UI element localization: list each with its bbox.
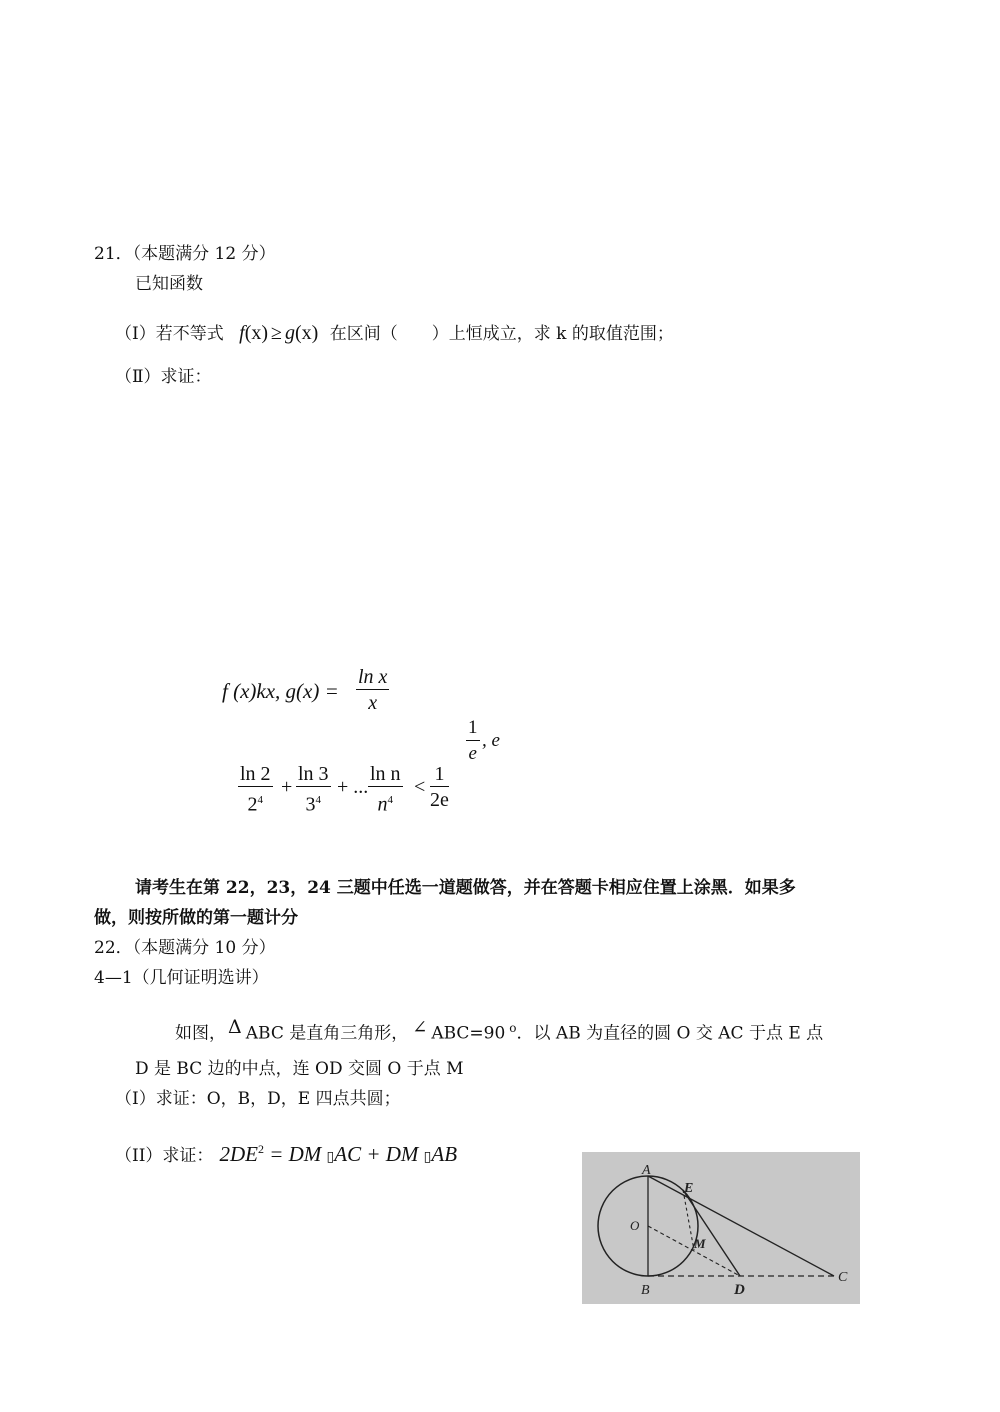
q21-interval-fraction bbox=[466, 716, 480, 767]
q21-formula-f: f (x)kx, g(x) = bbox=[222, 679, 339, 703]
q22-part2 bbox=[115, 1138, 457, 1169]
q21-ineq-t2-exp: 4 bbox=[315, 794, 322, 806]
q21-formula-den: x bbox=[368, 692, 378, 714]
q22-formula-d: AB bbox=[431, 1142, 458, 1166]
q21-ineq-rhs-den: 2e bbox=[430, 789, 449, 811]
hypotenuse-ac bbox=[648, 1176, 834, 1276]
q21-ineq-t3-exp: 4 bbox=[387, 794, 394, 806]
q21-ineq-t1-exp: 4 bbox=[257, 794, 264, 806]
q21-part1-inequality bbox=[239, 322, 318, 344]
q21-part1-x2: (x) bbox=[295, 322, 319, 344]
label-d: D bbox=[734, 1282, 745, 1298]
q21-interval-num: 1 bbox=[466, 716, 480, 741]
q21-part1-prefix: （I）若不等式 bbox=[115, 324, 224, 344]
label-b: B bbox=[641, 1283, 650, 1298]
q21-ineq-term2 bbox=[296, 762, 331, 818]
q22-header: 22．（本题满分 10 分） bbox=[94, 938, 276, 958]
q21-header: 21．（本题满分 12 分） bbox=[94, 244, 276, 264]
q21-ineq-lt: < bbox=[414, 776, 426, 798]
q22-subtitle: 4—1（几何证明选讲） bbox=[94, 968, 269, 988]
segment-ed bbox=[683, 1190, 740, 1276]
q21-ineq-dots: + ... bbox=[337, 776, 369, 798]
geometry-svg bbox=[582, 1152, 860, 1304]
instructions-line2: 做，则按所做的第一题计分 bbox=[94, 908, 298, 928]
q22-part2-prefix: （II）求证： bbox=[115, 1146, 214, 1166]
q21-ineq-term1 bbox=[238, 762, 273, 818]
q22-desc-c: ABC=90 bbox=[431, 1023, 506, 1044]
q21-part1 bbox=[115, 322, 674, 345]
q22-desc2: D 是 BC 边的中点，连 OD 交圆 O 于点 M bbox=[135, 1059, 464, 1079]
q21-part1-g: g bbox=[285, 322, 295, 344]
q21-part1-x1: (x) bbox=[244, 322, 269, 344]
q21-ineq-t2-den: 3 bbox=[305, 793, 316, 816]
q22-formula-a: 2DE bbox=[219, 1142, 258, 1166]
q22-formula-exp: 2 bbox=[257, 1142, 264, 1156]
instructions-line1: 请考生在第 22，23，24 三题中任选一道题做答，并在答题卡相应住置上涂黑．如果多 bbox=[135, 878, 796, 898]
label-e: E bbox=[684, 1181, 694, 1196]
q21-ineq-term3 bbox=[368, 762, 403, 818]
q21-ineq-plus: + bbox=[281, 776, 293, 798]
label-a: A bbox=[642, 1163, 651, 1178]
q22-desc-d: ．以 AB 为直径的圆 O 交 AC 于点 E 点 bbox=[516, 1023, 824, 1044]
q22-formula-c: AC + DM bbox=[334, 1142, 424, 1166]
q21-ineq-t1-den: 2 bbox=[247, 793, 258, 816]
delta-symbol: Δ bbox=[228, 1015, 242, 1038]
q21-ineq-t1-num: ln 2 bbox=[240, 763, 271, 785]
q22-formula-b: = DM bbox=[263, 1142, 327, 1166]
q21-formula-num: ln x bbox=[358, 666, 388, 688]
segment-od bbox=[648, 1226, 740, 1276]
geometry-figure bbox=[582, 1152, 860, 1304]
label-c: C bbox=[838, 1270, 848, 1285]
q21-ineq-t3-den: n bbox=[377, 793, 388, 816]
q21-ineq-t2-num: ln 3 bbox=[298, 763, 329, 785]
q21-part1-f: f bbox=[239, 322, 245, 344]
q21-interval-tail: , e bbox=[482, 730, 500, 751]
angle-symbol: ∠ bbox=[412, 1016, 428, 1038]
q21-ineq-rhs-num: 1 bbox=[430, 762, 449, 787]
q21-ineq-t3-num: ln n bbox=[370, 763, 401, 785]
q22-desc-b: ABC 是直角三角形， bbox=[245, 1023, 409, 1044]
q22-formula-box-1: ▯ bbox=[326, 1150, 335, 1165]
q22-part2-formula bbox=[219, 1142, 457, 1166]
q22-description bbox=[175, 1017, 823, 1045]
q21-part2: （Ⅱ）求证： bbox=[115, 367, 212, 387]
q21-ineq-rhs bbox=[430, 762, 449, 813]
q22-part1: （I）求证：O，B，D，E 四点共圆； bbox=[115, 1089, 401, 1109]
label-m: M bbox=[694, 1236, 706, 1251]
q21-intro: 已知函数 bbox=[135, 274, 203, 294]
q21-part1-suffix: 在区间（ ）上恒成立，求 k 的取值范围； bbox=[329, 324, 674, 344]
q21-formula-fraction bbox=[356, 665, 389, 716]
q21-interval-den: e bbox=[468, 743, 477, 764]
label-o: O bbox=[630, 1218, 640, 1233]
q22-desc-a: 如图， bbox=[175, 1023, 226, 1044]
q22-formula-box-2: ▯ bbox=[423, 1150, 432, 1165]
degree-symbol: o bbox=[509, 1021, 517, 1035]
q21-part1-op: ≥ bbox=[271, 322, 282, 344]
